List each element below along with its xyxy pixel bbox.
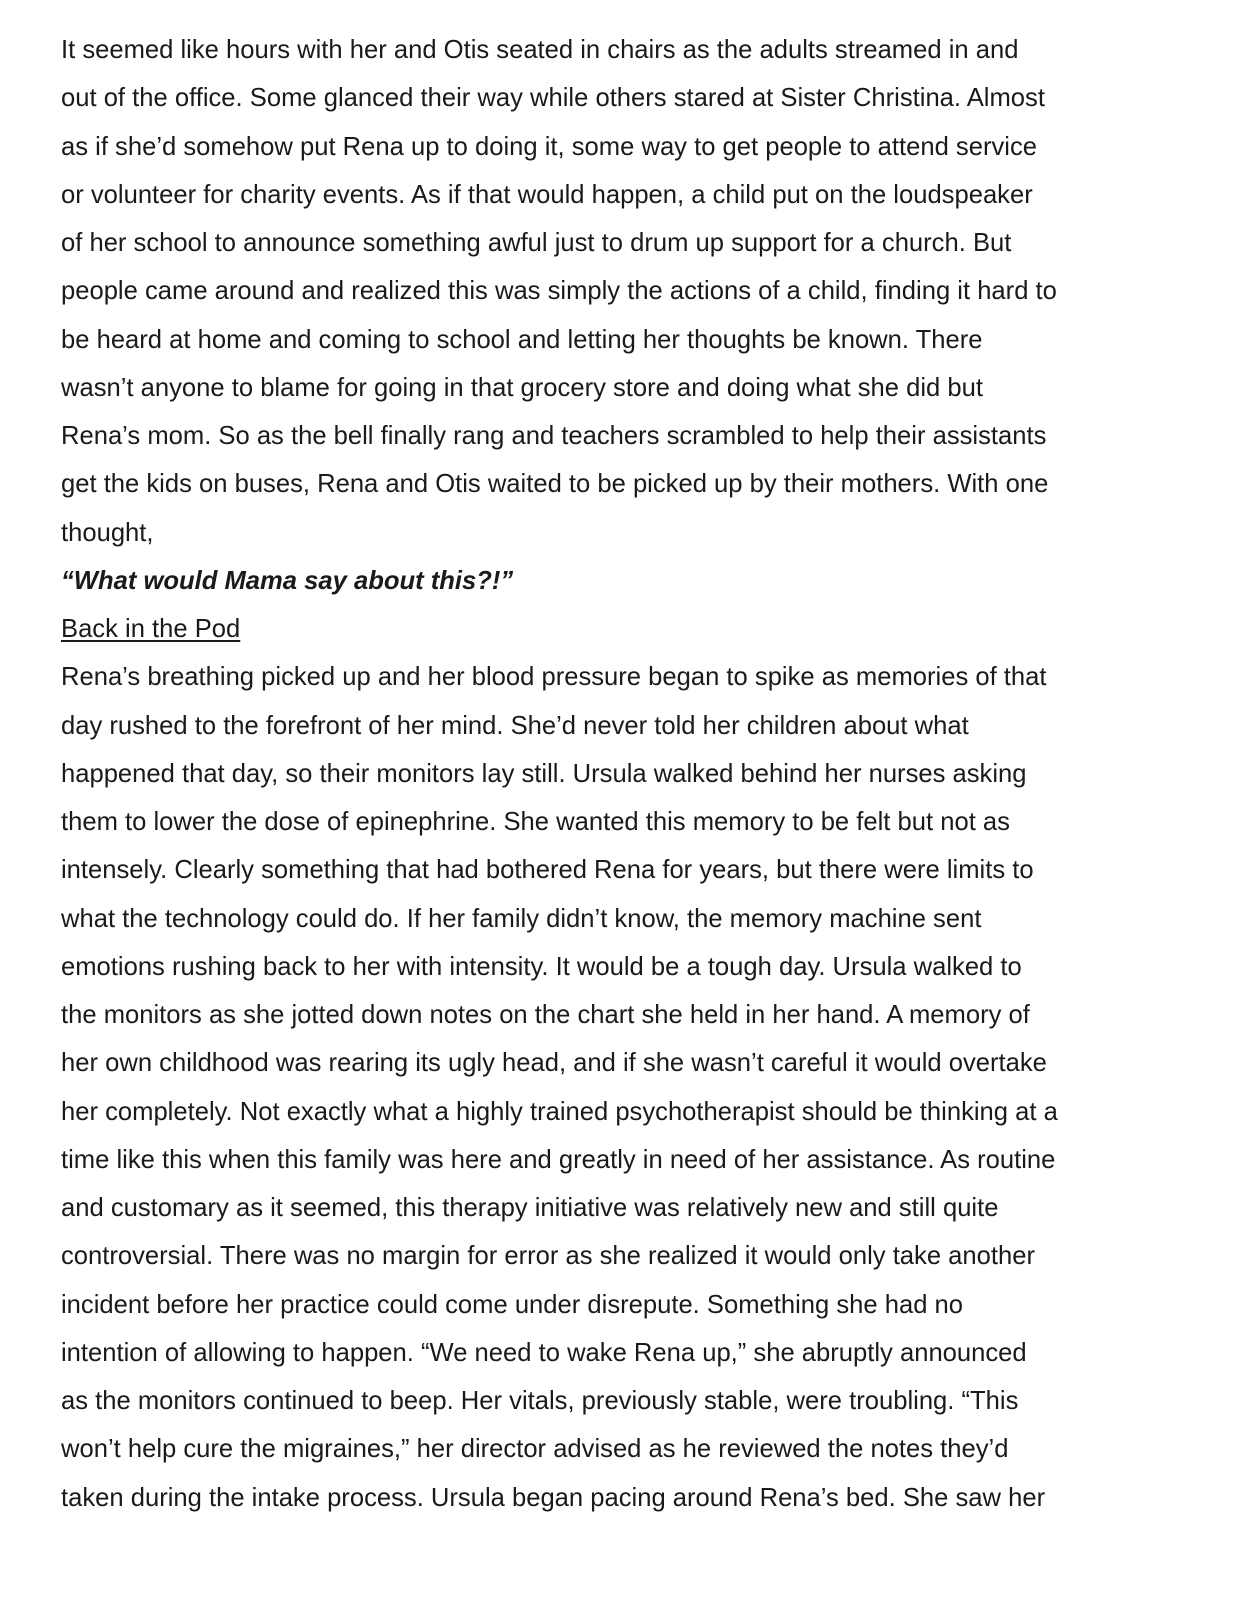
text-line: Rena’s mom. So as the bell finally rang and teachers scrambled to help their assistants xyxy=(61,422,1047,450)
text-line: the monitors as she jotted down notes on the chart she held in her hand. A memory of xyxy=(61,1001,1030,1029)
text-line: what the technology could do. If her family didn’t know, the memory machine sent xyxy=(61,904,982,933)
text-line: taken during the intake process. Ursula began pacing around Rena’s bed. She saw her xyxy=(61,1483,1046,1512)
text-line: people came around and realized this was simply the actions of a child, finding it hard to xyxy=(61,277,1057,306)
text-line: her own childhood was rearing its ugly head, and if she wasn’t careful it would overtake xyxy=(61,1049,1047,1078)
paragraph-back-in-pod xyxy=(61,653,1210,1522)
text-line: out of the office. Some glanced their way while others stared at Sister Christina. Almost xyxy=(61,84,1045,113)
text-line: as if she’d somehow put Rena up to doing it, some way to get people to attend service xyxy=(61,132,1037,161)
text-line: them to lower the dose of epinephrine. She wanted this memory to be felt but not as xyxy=(61,808,1010,836)
paragraph-school-office xyxy=(61,26,1210,557)
text-line: and customary as it seemed, this therapy initiative was relatively new and still quite xyxy=(61,1194,999,1222)
text-line: intensely. Clearly something that had bothered Rena for years, but there were limits to xyxy=(61,856,1034,885)
text-line: or volunteer for charity events. As if that would happen, a child put on the loudspeaker xyxy=(61,180,1033,209)
quote-line: “What would Mama say about this?!” xyxy=(61,566,514,595)
text-line: intention of allowing to happen. “We need to wake Rena up,” she abruptly announced xyxy=(61,1338,1027,1367)
text-line: of her school to announce something awful just to drum up support for a church. But xyxy=(61,229,1012,257)
text-line: won’t help cure the migraines,” her director advised as he reviewed the notes they’d xyxy=(61,1435,1009,1464)
section-heading: Back in the Pod xyxy=(61,615,241,643)
text-line: happened that day, so their monitors lay still. Ursula walked behind her nurses asking xyxy=(61,759,1027,788)
text-line: get the kids on buses, Rena and Otis waited to be picked up by their mothers. With one xyxy=(61,470,1049,499)
text-line: It seemed like hours with her and Otis seated in chairs as the adults streamed in and xyxy=(61,36,1019,64)
text-line: her completely. Not exactly what a highly trained psychotherapist should be thinking at a xyxy=(61,1097,1058,1126)
document-page xyxy=(61,26,1210,1522)
text-line: wasn’t anyone to blame for going in that grocery store and doing what she did but xyxy=(61,373,983,402)
text-line: time like this when this family was here and greatly in need of her assistance. As routine xyxy=(61,1145,1056,1174)
text-line: day rushed to the forefront of her mind. She’d never told her children about what xyxy=(61,711,969,740)
text-line: as the monitors continued to beep. Her vitals, previously stable, were troubling. “This xyxy=(61,1387,1019,1415)
text-line: incident before her practice could come under disrepute. Something she had no xyxy=(61,1290,964,1319)
text-line: be heard at home and coming to school and letting her thoughts be known. There xyxy=(61,325,983,354)
text-line: controversial. There was no margin for error as she realized it would only take another xyxy=(61,1242,1035,1271)
text-line: thought, xyxy=(61,518,154,547)
text-line: emotions rushing back to her with intensity. It would be a tough day. Ursula walked to xyxy=(61,952,1022,981)
text-line: Rena’s breathing picked up and her blood pressure began to spike as memories of that xyxy=(61,663,1047,692)
